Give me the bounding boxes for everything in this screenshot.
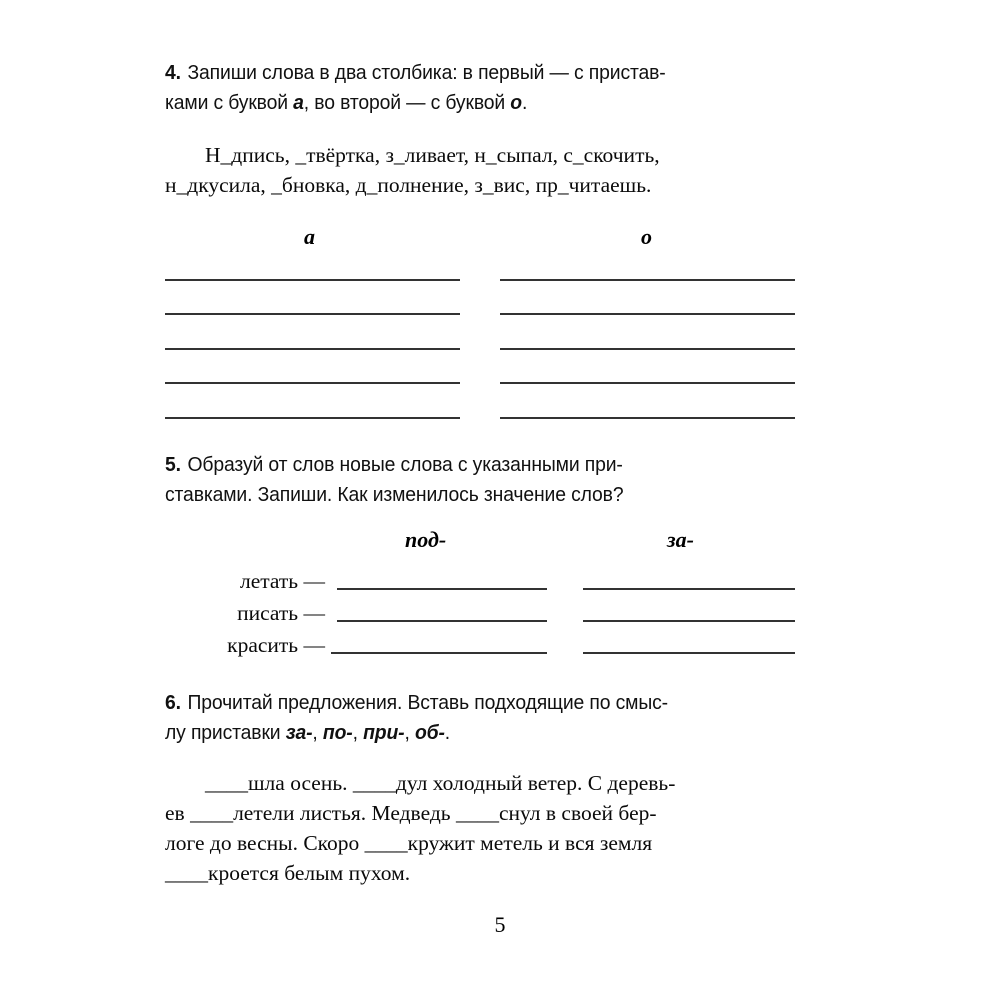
exercise-4-answer-line-left-4[interactable] [165,382,460,384]
exercise-6 [165,688,796,888]
exercise-4 [165,58,796,200]
exercise-5-prompt-letat: летать — [240,569,325,593]
exercise-5-instruction [165,450,796,510]
exercise-4-answer-line-left-2[interactable] [165,313,460,315]
exercise-6-text [165,768,796,888]
exercise-4-instruction-line2-part-a: ками с буквой [165,91,294,114]
exercise-5-answer-line-pod-1[interactable] [337,588,547,590]
exercise-6-prefix-pri: при- [363,721,405,744]
exercise-4-word-list [165,140,796,200]
exercise-5-answer-line-za-1[interactable] [583,588,795,590]
exercise-4-column-header-a: а [304,224,315,249]
exercise-6-instruction-line2-part-a: лу приставки [165,721,286,744]
exercise-4-word-list-line2: н_дкусила, _бновка, д_полнение, з_вис, пр_читаешь. [165,173,652,197]
exercise-6-number: 6. [165,691,181,714]
exercise-5-answer-line-za-2[interactable] [583,620,795,622]
exercise-6-instruction [165,688,796,748]
exercise-4-answer-line-right-4[interactable] [500,382,795,384]
exercise-4-instruction [165,58,796,118]
exercise-4-instruction-line2-part-b: , во второй — с буквой [303,91,511,114]
exercise-6-text-line1: ____шла осень. ____дул холодный ветер. С деревь- [205,771,676,795]
exercise-4-instruction-bold-a: а [293,91,304,114]
exercise-6-prefix-ob: об- [414,721,445,744]
exercise-5-instruction-line2: ставками. Запиши. Как изменилось значение слов? [165,483,624,506]
exercise-4-instruction-bold-o: о [510,91,523,114]
exercise-5-answer-line-za-3[interactable] [583,652,795,654]
exercise-4-word-list-line1: Н_дпись, _твёртка, з_ливает, н_сыпал, с_скочить, [205,143,660,167]
exercise-4-number: 4. [165,61,181,84]
exercise-4-answer-line-left-3[interactable] [165,348,460,350]
exercise-4-column-header-o: о [641,224,652,249]
exercise-6-text-line4: ____кроется белым пухом. [165,861,411,885]
exercise-6-text-line3: логе до весны. Скоро ____кружит метель и вся земля [165,831,653,855]
exercise-4-answer-line-right-3[interactable] [500,348,795,350]
exercise-4-answer-line-right-2[interactable] [500,313,795,315]
exercise-6-instruction-line2-part-d: , [404,721,415,744]
exercise-4-answer-line-right-5[interactable] [500,417,795,419]
exercise-6-instruction-line1: Прочитай предложения. Вставь подходящие по смыс- [187,691,668,714]
page-number: 5 [494,912,506,937]
exercise-6-prefix-za: за- [285,721,313,744]
exercise-5-prompt-krasit: красить — [227,633,325,657]
exercise-5 [165,450,796,510]
exercise-5-answer-line-pod-2[interactable] [337,620,547,622]
exercise-6-text-line2: ев ____летели листья. Медведь ____снул в своей бер- [165,801,657,825]
exercise-4-answer-line-left-1[interactable] [165,279,460,281]
exercise-6-instruction-line2-part-b: , [312,721,323,744]
exercise-4-instruction-line2-part-c: . [522,91,528,114]
exercise-5-column-header-pod: под- [405,527,447,552]
exercise-4-instruction-line1: Запиши слова в два столбика: в первый — с пристав- [187,61,666,84]
exercise-4-answer-line-right-1[interactable] [500,279,795,281]
exercise-5-number: 5. [165,453,181,476]
exercise-4-answer-line-left-5[interactable] [165,417,460,419]
exercise-5-column-header-za: за- [667,527,694,552]
exercise-5-prompt-pisat: писать — [237,601,325,625]
exercise-6-instruction-line2-part-c: , [352,721,364,744]
exercise-6-prefix-po: по- [322,721,353,744]
exercise-6-instruction-line2-part-e: . [444,721,451,744]
exercise-5-instruction-line1: Образуй от слов новые слова с указанными при- [187,453,623,476]
exercise-5-answer-line-pod-3[interactable] [331,652,547,654]
